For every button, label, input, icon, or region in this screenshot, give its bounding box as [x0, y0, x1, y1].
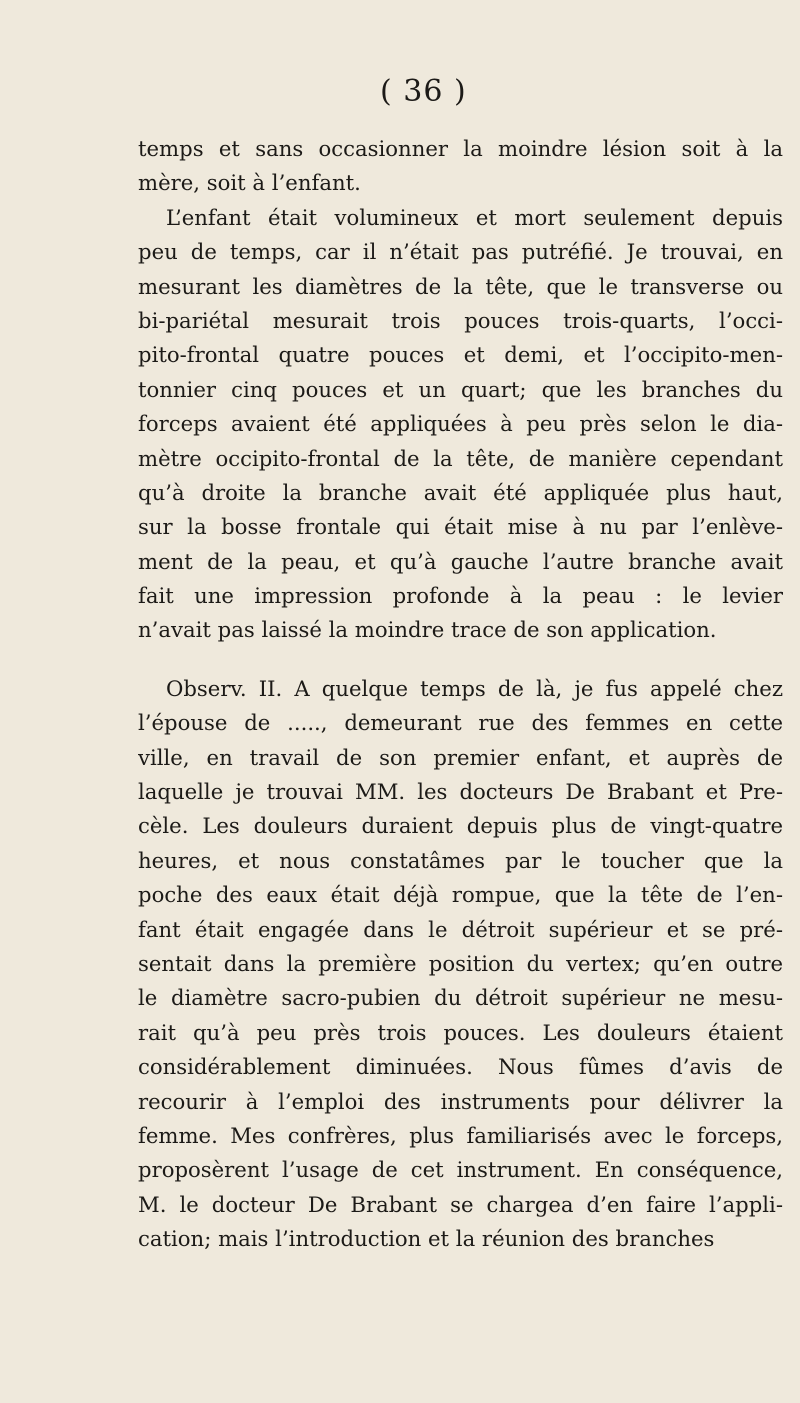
page-number: ( 36 ): [380, 74, 467, 109]
text-line: cèle. Les douleurs duraient depuis plus de vingt-quatre: [138, 813, 783, 839]
text-line: n’avait pas laissé la moindre trace de son application.: [138, 617, 717, 643]
text-line: considérablement diminuées. Nous fûmes d’avis de: [138, 1054, 783, 1080]
text-line: mère, soit à l’enfant.: [138, 170, 361, 196]
body-text: [138, 132, 783, 1257]
text-line: forceps avaient été appliquées à peu près selon le dia-: [138, 411, 783, 437]
paragraph-gap: [138, 648, 783, 672]
text-line: M. le docteur De Brabant se chargea d’en faire l’appli-: [138, 1191, 783, 1217]
text-line: cation; mais l’introduction et la réunion des branches: [138, 1226, 715, 1252]
text-line: ville, en travail de son premier enfant, et auprès de: [138, 744, 783, 770]
text-line: fait une impression profonde à la peau : le levier: [138, 583, 783, 609]
text-line: peu de temps, car il n’était pas putréfié. Je trouvai, en: [138, 239, 783, 265]
text-line: ment de la peau, et qu’à gauche l’autre branche avait: [138, 548, 783, 574]
text-line: l’épouse de ....., demeurant rue des femmes en cette: [138, 710, 783, 736]
text-line: proposèrent l’usage de cet instrument. En conséquence,: [138, 1157, 783, 1183]
text-line: sentait dans la première position du vertex; qu’en outre: [138, 950, 783, 976]
text-line: laquelle je trouvai MM. les docteurs De Brabant et Pre-: [138, 779, 783, 805]
text-line: L’enfant était volumineux et mort seulement depuis: [166, 204, 783, 230]
paragraph-3: [138, 672, 783, 1257]
text-line: femme. Mes confrères, plus familiarisés avec le forceps,: [138, 1122, 783, 1148]
text-line: temps et sans occasionner la moindre lésion soit à la: [138, 136, 783, 161]
text-line: heures, et nous constatâmes par le toucher que la: [138, 847, 783, 873]
text-line: pito-frontal quatre pouces et demi, et l’occipito-men-: [138, 342, 783, 368]
text-line: mesurant les diamètres de la tête, que le transverse ou: [138, 273, 783, 299]
text-line: mètre occipito-frontal de la tête, de manière cependant: [138, 445, 783, 471]
text-line: qu’à droite la branche avait été appliquée plus haut,: [138, 479, 783, 505]
text-line: sur la bosse frontale qui était mise à nu par l’enlève-: [138, 514, 783, 540]
text-line: tonnier cinq pouces et un quart; que les branches du: [138, 376, 783, 402]
paragraph-1: [138, 132, 783, 201]
text-line: poche des eaux était déjà rompue, que la tête de l’en-: [138, 882, 783, 908]
text-line: Observ. II. A quelque temps de là, je fus appelé chez: [166, 675, 783, 701]
text-line: rait qu’à peu près trois pouces. Les douleurs étaient: [138, 1019, 783, 1045]
text-line: le diamètre sacro-pubien du détroit supérieur ne mesu-: [138, 985, 783, 1011]
text-line: recourir à l’emploi des instruments pour délivrer la: [138, 1088, 783, 1114]
text-line: fant était engagée dans le détroit supérieur et se pré-: [138, 916, 783, 942]
paragraph-2: [138, 201, 783, 648]
text-line: bi-pariétal mesurait trois pouces trois-quarts, l’occi-: [138, 307, 783, 333]
